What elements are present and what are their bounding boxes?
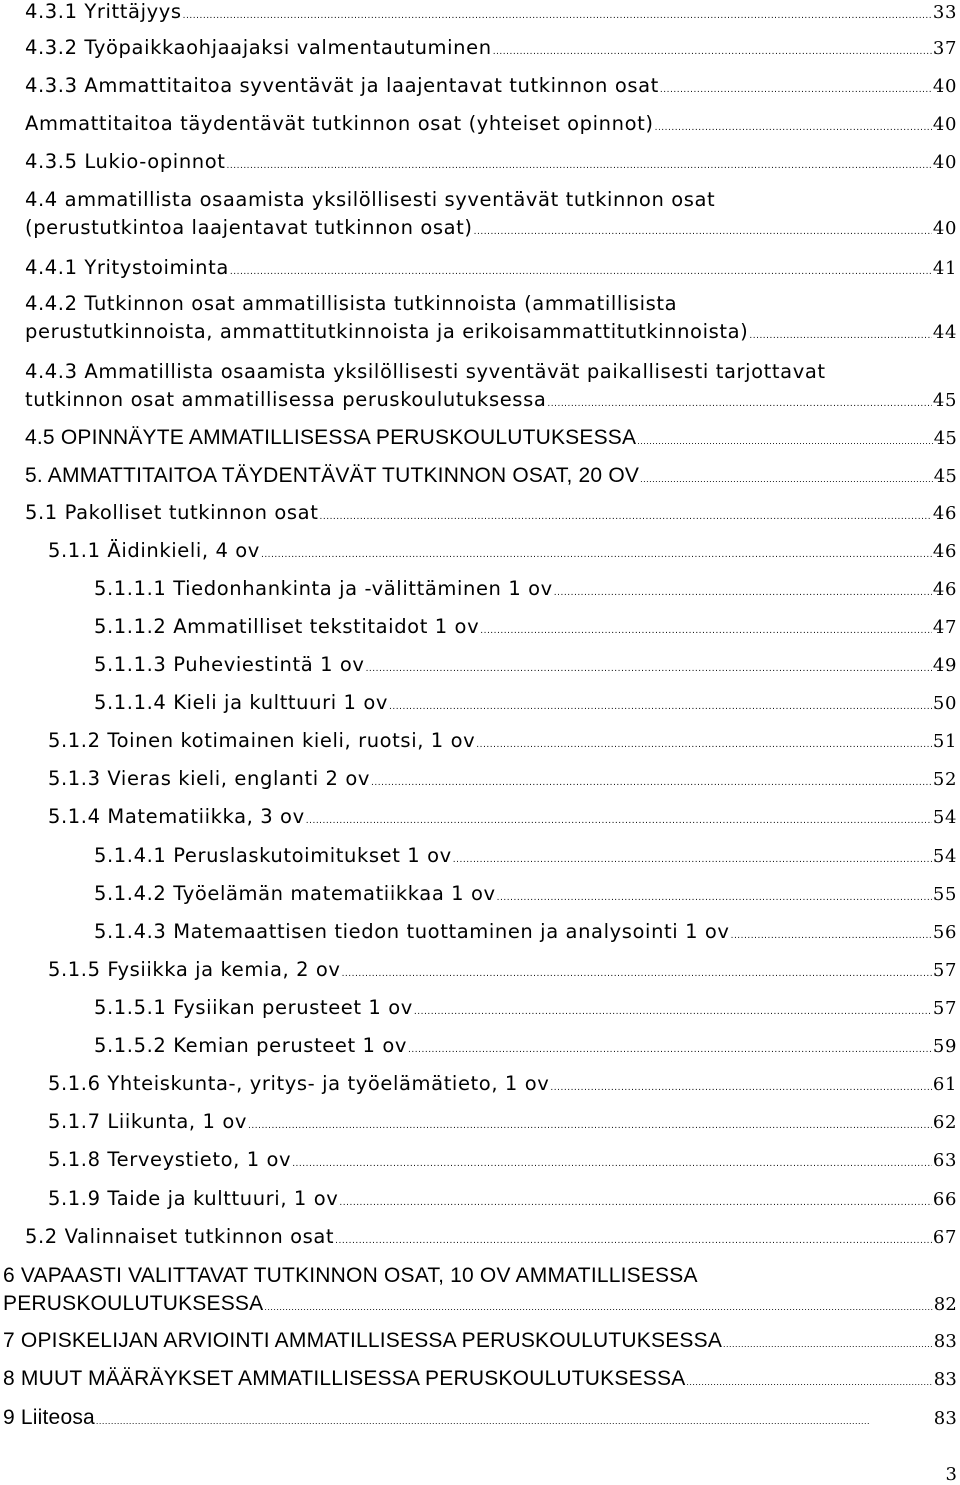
toc-entry-title: 4.3.2 Työpaikkaohjaajaksi valmentautuminen [25, 36, 492, 59]
toc-entry-page: 50 [932, 693, 957, 714]
dot-leader [292, 1150, 932, 1178]
toc-entry-page: 55 [932, 884, 957, 905]
toc-entry-page: 82 [933, 1294, 957, 1315]
dot-leader [319, 503, 931, 531]
toc-entry-title: 5.1.1.2 Ammatilliset tekstitaidot 1 ov [94, 615, 480, 638]
toc-entry-page: 33 [932, 2, 957, 23]
toc-entry-title: 5.1.1.4 Kieli ja kulttuuri 1 ov [94, 691, 389, 714]
dot-leader [493, 38, 932, 66]
toc-entry-page: 46 [932, 579, 957, 600]
toc-entry-title: 5.1.1.3 Puheviestintä 1 ov [94, 653, 365, 676]
toc-entry-title: 5.1.2 Toinen kotimainen kieli, ruotsi, 1 ov [48, 729, 476, 752]
toc-entry-title: 4.5 OPINNÄYTE AMMATILLISESSA PERUSKOULUTUKSESSA [25, 426, 637, 449]
toc-entry-page: 46 [932, 503, 957, 524]
dot-leader [261, 541, 932, 569]
toc-entry-page: 56 [932, 922, 957, 943]
toc-entry-title: 7 OPISKELIJAN ARVIOINTI AMMATILLISESSA PERUSKOULUTUKSESSA [3, 1329, 723, 1352]
dot-leader [264, 1293, 932, 1321]
toc-entry-title: 4.3.3 Ammattitaitoa syventävät ja laajentavat tutkinnon osat [25, 74, 659, 97]
toc-entry-title: 5.1 Pakolliset tutkinnon osat [25, 501, 319, 524]
toc-entry-title: 5. AMMATTITAITOA TÄYDENTÄVÄT TUTKINNON OSAT, 20 OV [25, 464, 640, 487]
toc-entry-page: 59 [932, 1036, 957, 1057]
toc-entry-page: 83 [933, 1369, 957, 1390]
dot-leader [554, 579, 932, 607]
toc-entry-page: 37 [932, 38, 957, 59]
toc-entry-title: (perustutkintoa laajentavat tutkinnon osat) [25, 216, 473, 239]
toc-entry-title: 5.1.9 Taide ja kulttuuri, 1 ov [48, 1187, 339, 1210]
toc-entry-page: 54 [932, 807, 957, 828]
dot-leader [655, 114, 932, 142]
toc-entry-title: 5.1.5.1 Fysiikan perusteet 1 ov [94, 996, 413, 1019]
toc-entry-title: 5.1.6 Yhteiskunta-, yritys- ja työelämätieto, 1 ov [48, 1072, 550, 1095]
toc-entry-page: 49 [932, 655, 957, 676]
dot-leader [342, 960, 932, 988]
toc-entry-title: 5.1.1.1 Tiedonhankinta ja -välittäminen 1 ov [94, 577, 553, 600]
toc-entry-page: 47 [932, 617, 957, 638]
toc-entry-title: 5.1.4.1 Peruslaskutoimitukset 1 ov [94, 844, 452, 867]
toc-entry-title: 5.2 Valinnaiset tutkinnon osat [25, 1225, 335, 1248]
toc-entry-page: 46 [932, 541, 957, 562]
dot-leader [731, 922, 932, 950]
toc-entry-title: 9 Liiteosa [3, 1406, 95, 1429]
toc-entry-title: 8 MUUT MÄÄRÄYKSET AMMATILLISESSA PERUSKOULUTUKSESSA [3, 1367, 686, 1390]
dot-leader [474, 218, 932, 246]
toc-entry-title: 5.1.5 Fysiikka ja kemia, 2 ov [48, 958, 341, 981]
page-number: 3 [945, 1464, 957, 1485]
dot-leader [497, 884, 932, 912]
dot-leader [371, 769, 932, 797]
dot-leader [550, 1074, 931, 1102]
toc-entry-title: 6 VAPAASTI VALITTAVAT TUTKINNON OSAT, 10 OV AMMATILLISESSA [3, 1264, 698, 1287]
toc-entry-page: 57 [932, 998, 957, 1019]
toc-entry-page: 51 [932, 731, 957, 752]
toc-entry-title: 4.4.3 Ammatillista osaamista yksilöllisesti syventävät paikallisesti tarjottavat [25, 360, 826, 383]
toc-entry-page: 40 [932, 76, 957, 97]
toc-entry-page: 61 [932, 1074, 957, 1095]
toc-entry-page: 57 [932, 960, 957, 981]
toc-entry-page: 83 [933, 1331, 957, 1352]
dot-leader [547, 390, 932, 418]
toc-entry-title: 5.1.3 Vieras kieli, englanti 2 ov [48, 767, 371, 790]
dot-leader [723, 1330, 933, 1358]
toc-entry-page: 44 [932, 322, 957, 343]
dot-leader [686, 1368, 932, 1396]
dot-leader [183, 2, 932, 30]
toc-entry-page: 63 [932, 1150, 957, 1171]
dot-leader [640, 465, 933, 493]
toc-entry-page: 45 [933, 428, 957, 449]
toc-entry-page: 83 [933, 1408, 957, 1429]
toc-entry-page: 40 [932, 218, 957, 239]
dot-leader [480, 617, 932, 645]
dot-leader [248, 1112, 932, 1140]
toc-entry-page: 40 [932, 114, 957, 135]
toc-entry-page: 54 [932, 846, 957, 867]
dot-leader [414, 998, 932, 1026]
dot-leader [660, 76, 932, 104]
dot-leader [749, 322, 932, 350]
toc-entry-title: 4.4.2 Tutkinnon osat ammatillisista tutkinnoista (ammatillisista [25, 292, 678, 315]
dot-leader [476, 731, 932, 759]
toc-entry-page: 41 [932, 258, 957, 279]
dot-leader [366, 655, 932, 683]
toc-entry-title: Ammattitaitoa täydentävät tutkinnon osat (yhteiset opinnot) [25, 112, 654, 135]
toc-entry-title: perustutkinnoista, ammattitutkinnoista ja erikoisammattitutkinnoista) [25, 320, 749, 343]
toc-entry-title: PERUSKOULUTUKSESSA [3, 1292, 264, 1315]
toc-entry-page: 66 [932, 1189, 957, 1210]
toc-entry-page: 67 [932, 1227, 957, 1248]
toc-entry-title: 5.1.8 Terveystieto, 1 ov [48, 1148, 292, 1171]
toc-entry-title: 4.4.1 Yritystoiminta [25, 256, 229, 279]
toc-entry-page: 40 [932, 152, 957, 173]
toc-entry-title: 5.1.4.2 Työelämän matematiikkaa 1 ov [94, 882, 496, 905]
toc-entry-title: 4.4 ammatillista osaamista yksilöllisesti syventävät tutkinnon osat [25, 188, 716, 211]
toc-entry-page: 45 [932, 390, 957, 411]
dot-leader [453, 846, 932, 874]
toc-entry-title: 4.3.5 Lukio-opinnot [25, 150, 226, 173]
dot-leader [96, 1407, 933, 1435]
toc-entry-title: 5.1.5.2 Kemian perusteet 1 ov [94, 1034, 408, 1057]
dot-leader [339, 1189, 932, 1217]
toc-entry-page: 62 [932, 1112, 957, 1133]
toc-entry-title: 5.1.4 Matematiikka, 3 ov [48, 805, 305, 828]
dot-leader [227, 152, 932, 180]
toc-entry-page: 45 [933, 466, 957, 487]
toc-entry-title: 5.1.1 Äidinkieli, 4 ov [48, 539, 260, 562]
dot-leader [230, 258, 932, 286]
dot-leader [335, 1227, 932, 1255]
dot-leader [306, 807, 932, 835]
toc-entry-title: 5.1.7 Liikunta, 1 ov [48, 1110, 247, 1133]
dot-leader [637, 427, 932, 455]
toc-entry-title: tutkinnon osat ammatillisessa peruskoulutuksessa [25, 388, 547, 411]
dot-leader [408, 1036, 932, 1064]
toc-entry-title: 4.3.1 Yrittäjyys [25, 0, 182, 23]
toc-entry-page: 52 [932, 769, 957, 790]
dot-leader [389, 693, 932, 721]
toc-entry-title: 5.1.4.3 Matemaattisen tiedon tuottaminen ja analysointi 1 ov [94, 920, 730, 943]
